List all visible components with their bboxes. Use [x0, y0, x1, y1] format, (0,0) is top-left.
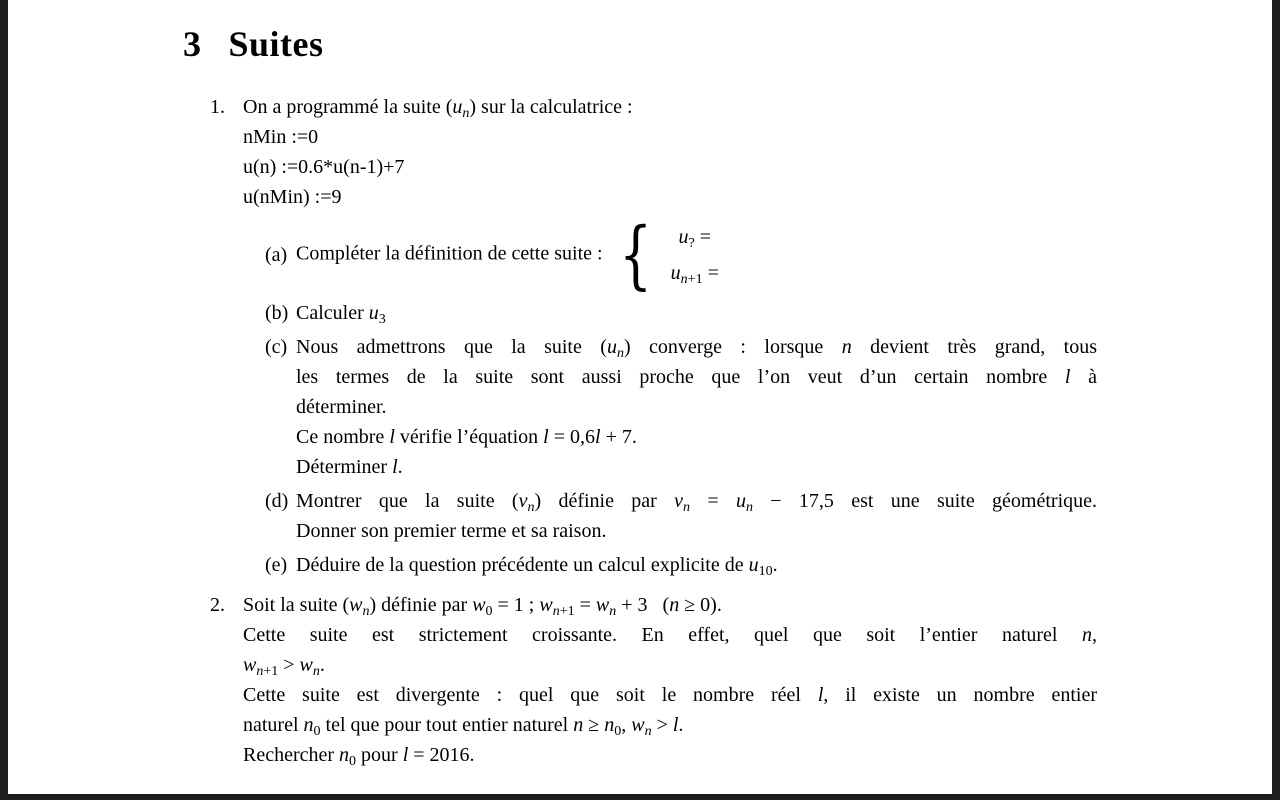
- item-label: 1.: [210, 96, 225, 118]
- cases-rows: [671, 221, 725, 289]
- text-run: ) sur la calculatrice :: [469, 96, 633, 118]
- text-run: , il existe un nombre entier: [823, 684, 1097, 706]
- text-run: + 3 (: [616, 594, 670, 616]
- text-line: [243, 92, 1097, 122]
- text-line: [243, 710, 1097, 740]
- section-heading: [183, 24, 1272, 64]
- text-run: >: [278, 654, 300, 676]
- text-line: [243, 590, 1097, 620]
- text-run: ) converge : lorsque: [623, 336, 842, 358]
- text-run: déterminer.: [296, 396, 387, 418]
- math-variable: n: [303, 714, 314, 736]
- subscript-char: 3: [378, 312, 386, 327]
- text-run: =: [690, 490, 736, 512]
- subscript-char: n: [256, 664, 264, 679]
- math-subscript: [349, 754, 356, 769]
- text-line: [243, 680, 1097, 710]
- subscript-char: 1: [758, 564, 766, 579]
- text-run: u(nMin) :=9: [243, 186, 342, 208]
- list-item: [210, 590, 1097, 770]
- subscript-char: n: [552, 604, 560, 619]
- math-variable: n: [1082, 624, 1092, 646]
- list-item: [265, 332, 1098, 482]
- math-variable: w: [539, 594, 553, 616]
- math-variable: l: [595, 426, 601, 448]
- text-run: pour: [356, 744, 403, 766]
- math-variable: l: [817, 684, 824, 706]
- text-run: nMin :=0: [243, 126, 319, 148]
- text-run: .: [397, 456, 403, 478]
- math-variable: v: [674, 490, 684, 512]
- text-run: ,: [1092, 624, 1097, 646]
- math-subscript: [681, 272, 703, 287]
- math-subscript: [379, 312, 386, 327]
- math-subscript: [553, 604, 575, 619]
- text-run: Cette suite est divergente : quel que soit le nombre réel: [243, 684, 818, 706]
- text-line: [243, 650, 1097, 680]
- math-variable: n: [339, 744, 350, 766]
- math-variable: n: [841, 336, 852, 358]
- text-run: Déduire de la question précédente un calcul explicite de: [296, 554, 749, 576]
- text-line: [243, 122, 1097, 152]
- cases-system: [612, 212, 725, 298]
- text-run: Ce nombre: [296, 426, 390, 448]
- list-item: [210, 92, 1097, 212]
- text-line: [296, 452, 1097, 482]
- subscript-char: 1: [567, 604, 575, 619]
- math-variable: w: [243, 654, 257, 676]
- text-run: = 2016.: [408, 744, 475, 766]
- text-run: = 0,6: [548, 426, 595, 448]
- text-run: On a programmé la suite (: [243, 96, 453, 118]
- list-item: [265, 486, 1098, 546]
- text-run: Calculer: [296, 302, 369, 324]
- item-label: 2.: [210, 594, 225, 616]
- text-run: à: [1070, 366, 1097, 388]
- math-variable: n: [573, 714, 584, 736]
- math-subscript: [645, 724, 652, 739]
- math-variable: l: [543, 426, 549, 448]
- text-run: tel que pour tout entier naturel: [320, 714, 574, 736]
- item-label: (a): [265, 244, 288, 266]
- math-variable: u: [678, 226, 689, 248]
- text-run: vérifie l’équation: [394, 426, 544, 448]
- text-run: devient très grand, tous: [851, 336, 1098, 358]
- subscript-char: n: [312, 664, 320, 679]
- text-line: [296, 392, 1097, 422]
- subscript-char: +: [559, 604, 568, 619]
- math-variable: u: [368, 302, 379, 324]
- math-variable: l: [1064, 366, 1071, 388]
- text-line: [243, 620, 1097, 650]
- math-variable: w: [349, 594, 363, 616]
- text-line: [243, 740, 1097, 770]
- text-run: .: [319, 654, 325, 676]
- math-subscript: [486, 604, 493, 619]
- text-run: ) définie par: [534, 490, 675, 512]
- list-item: [265, 298, 1097, 328]
- math-subscript: [746, 500, 753, 515]
- text-line: [296, 298, 1097, 328]
- text-line: [296, 486, 1097, 516]
- cases-row: [671, 257, 719, 289]
- text-run: Rechercher: [243, 744, 340, 766]
- text-line: [296, 550, 1097, 580]
- math-variable: l: [672, 714, 679, 736]
- text-run: Donner son premier terme et sa raison.: [296, 520, 607, 542]
- math-variable: n: [604, 714, 615, 736]
- text-line: [296, 212, 1097, 298]
- text-run: .: [678, 714, 684, 736]
- math-subscript: [256, 664, 278, 679]
- math-variable: w: [595, 594, 610, 616]
- text-run: Montrer que la suite (: [296, 490, 519, 512]
- text-line: [243, 152, 1097, 182]
- subscript-char: ?: [688, 236, 695, 251]
- text-run: Nous admettrons que la suite (: [296, 336, 607, 358]
- list-item: [265, 550, 1097, 580]
- subscript-char: 0: [485, 604, 493, 619]
- section-title: Suites: [228, 24, 324, 64]
- text-run: Cette suite est strictement croissante. En effet, quel que soit l’entier naturel: [243, 624, 1082, 646]
- math-subscript: [313, 664, 320, 679]
- text-run: =: [574, 594, 596, 616]
- subscript-char: n: [609, 604, 617, 619]
- math-subscript: [314, 724, 321, 739]
- math-subscript: [617, 346, 624, 361]
- text-run: Déterminer: [296, 456, 393, 478]
- subscript-char: 1: [695, 272, 703, 287]
- math-variable: l: [392, 456, 398, 478]
- item-label: (e): [265, 554, 288, 576]
- math-subscript: [683, 500, 690, 515]
- subscript-char: 1: [271, 664, 279, 679]
- text-run: ≥ 0).: [679, 594, 722, 616]
- text-line: [243, 182, 1097, 212]
- subscript-char: 0: [313, 724, 321, 739]
- subscript-char: 0: [614, 724, 622, 739]
- subscript-char: +: [263, 664, 272, 679]
- math-subscript: [759, 564, 773, 579]
- exercise-content: [8, 92, 1272, 770]
- text-run: naturel: [243, 714, 304, 736]
- text-line: [296, 332, 1097, 362]
- math-variable: u: [735, 490, 746, 512]
- text-run: = 1 ;: [492, 594, 540, 616]
- math-variable: w: [472, 594, 486, 616]
- subscript-char: n: [683, 500, 691, 515]
- math-variable: u: [670, 262, 681, 284]
- text-run: ≥: [583, 714, 605, 736]
- subscript-char: n: [462, 106, 470, 121]
- document-page: [8, 0, 1272, 794]
- text-run: les termes de la suite sont aussi proche que l’on veut d’un certain nombre: [296, 366, 1065, 388]
- subscript-char: n: [527, 500, 535, 515]
- subscript-char: n: [680, 272, 688, 287]
- math-variable: u: [606, 336, 617, 358]
- text-run: Compléter la définition de cette suite :: [296, 242, 608, 265]
- cases-row: [679, 221, 712, 253]
- math-variable: l: [389, 426, 395, 448]
- text-run: Soit la suite (: [243, 594, 350, 616]
- math-variable: w: [299, 654, 313, 676]
- math-variable: w: [631, 714, 645, 736]
- item-label: (c): [265, 336, 288, 358]
- document-body: [8, 0, 1272, 770]
- text-run: .: [772, 554, 778, 576]
- section-number: 3: [183, 24, 202, 64]
- text-run: u(n) :=0.6*u(n-1)+7: [243, 156, 405, 178]
- text-run: ,: [621, 714, 632, 736]
- text-run: =: [694, 226, 712, 248]
- subscript-char: n: [644, 724, 652, 739]
- math-variable: n: [669, 594, 680, 616]
- text-line: [296, 362, 1097, 392]
- text-run: − 17,5 est une suite géométrique.: [752, 490, 1098, 512]
- subscript-char: n: [362, 604, 370, 619]
- subscript-char: 0: [349, 754, 357, 769]
- math-variable: u: [748, 554, 759, 576]
- text-run: ) définie par: [369, 594, 473, 616]
- math-variable: v: [518, 490, 528, 512]
- list-item: [265, 212, 1097, 298]
- text-run: + 7.: [600, 426, 637, 448]
- math-variable: l: [402, 744, 409, 766]
- text-line: [296, 516, 1097, 546]
- text-line: [296, 422, 1097, 452]
- item-label: (b): [265, 302, 289, 324]
- text-run: >: [651, 714, 673, 736]
- text-run: =: [702, 262, 719, 284]
- math-variable: u: [452, 96, 463, 118]
- item-label: (d): [265, 490, 289, 512]
- left-brace-glyph: {: [618, 212, 652, 298]
- subscript-char: +: [687, 272, 696, 287]
- subscript-char: n: [745, 500, 753, 515]
- subscript-char: 0: [765, 564, 773, 579]
- subscript-char: n: [616, 346, 624, 361]
